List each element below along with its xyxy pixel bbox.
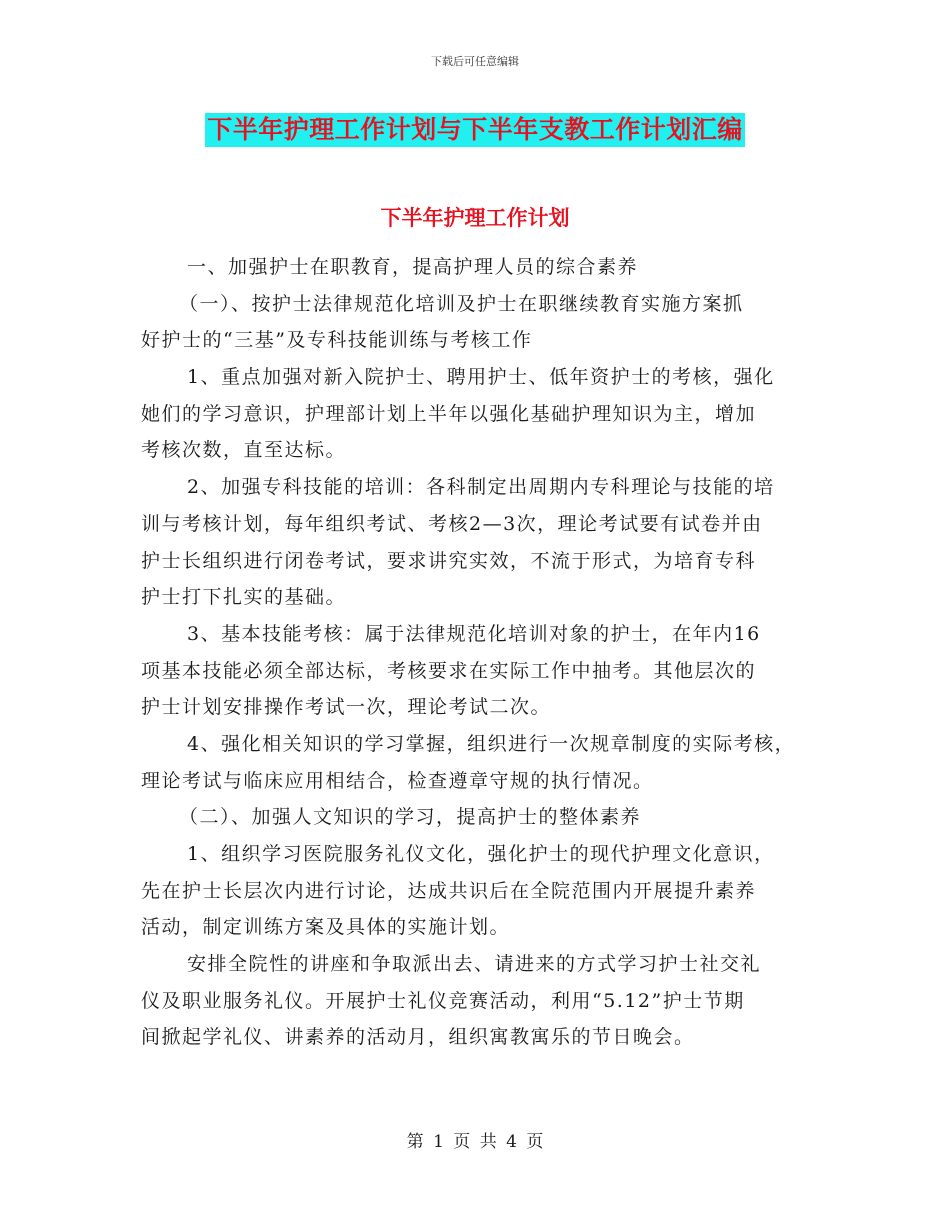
document-title: 下半年护理工作计划与下半年支教工作计划汇编 <box>205 113 745 147</box>
document-body <box>141 249 819 1056</box>
paragraph-line: 护士计划安排操作考试一次，理论考试二次。 <box>141 696 552 719</box>
paragraph-line: 好护士的“三基”及专科技能训练与考核工作 <box>141 329 533 352</box>
section-title: 下半年护理工作计划 <box>380 206 570 230</box>
paragraph-line: 先在护士长层次内进行讨论，达成共识后在全院范围内开展提升素养 <box>141 879 757 902</box>
paragraph-line: 仪及职业服务礼仪。开展护士礼仪竞赛活动，利用“5.12”护士节期 <box>141 989 745 1012</box>
paragraph-line: 项基本技能必须全部达标，考核要求在实际工作中抽考。其他层次的 <box>141 659 757 682</box>
paragraph-line: 护士长组织进行闭卷考试，要求讲究实效，不流于形式，为培育专科 <box>141 549 757 572</box>
paragraph-line: 理论考试与临床应用相结合，检查遵章守规的执行情况。 <box>141 769 654 792</box>
subheading-2: （二）、加强人文知识的学习，提高护士的整体素养 <box>179 806 642 829</box>
paragraph-line: 3、基本技能考核：属于法律规范化培训对象的护士，在年内16 <box>187 622 761 645</box>
paragraph-line: 1、重点加强对新入院护士、聘用护士、低年资护士的考核，强化 <box>187 366 775 389</box>
main-title-container <box>0 113 950 147</box>
paragraph-line: 4、强化相关知识的学习掌握，组织进行一次规章制度的实际考核， <box>187 732 796 755</box>
subheading-1: （一）、按护士法律规范化培训及护士在职继续教育实施方案抓 <box>179 292 744 315</box>
paragraph-line: 2、加强专科技能的培训：各科制定出周期内专科理论与技能的培 <box>187 476 775 499</box>
header-note: 下载后可任意编辑 <box>431 55 519 68</box>
paragraph-line: 间掀起学礼仪、讲素养的活动月，组织寓教寓乐的节日晚会。 <box>141 1026 695 1049</box>
paragraph-line: 安排全院性的讲座和争取派出去、请进来的方式学习护士社交礼 <box>187 953 762 976</box>
paragraph-line: 考核次数，直至达标。 <box>141 439 347 462</box>
paragraph-line: 她们的学习意识，护理部计划上半年以强化基础护理知识为主，增加 <box>141 402 757 425</box>
paragraph-line: 护士打下扎实的基础。 <box>141 586 347 609</box>
paragraph-line: 1、组织学习医院服务礼仪文化，强化护士的现代护理文化意识， <box>187 843 775 865</box>
paragraph-line: 活动，制定训练方案及具体的实施计划。 <box>141 916 511 939</box>
paragraph-line: 训与考核计划，每年组织考试、考核2—3次，理论考试要有试卷并由 <box>141 512 763 535</box>
page-number: 第 1 页 共 4 页 <box>406 1132 544 1152</box>
heading-1: 一、加强护士在职教育，提高护理人员的综合素养 <box>187 256 639 278</box>
